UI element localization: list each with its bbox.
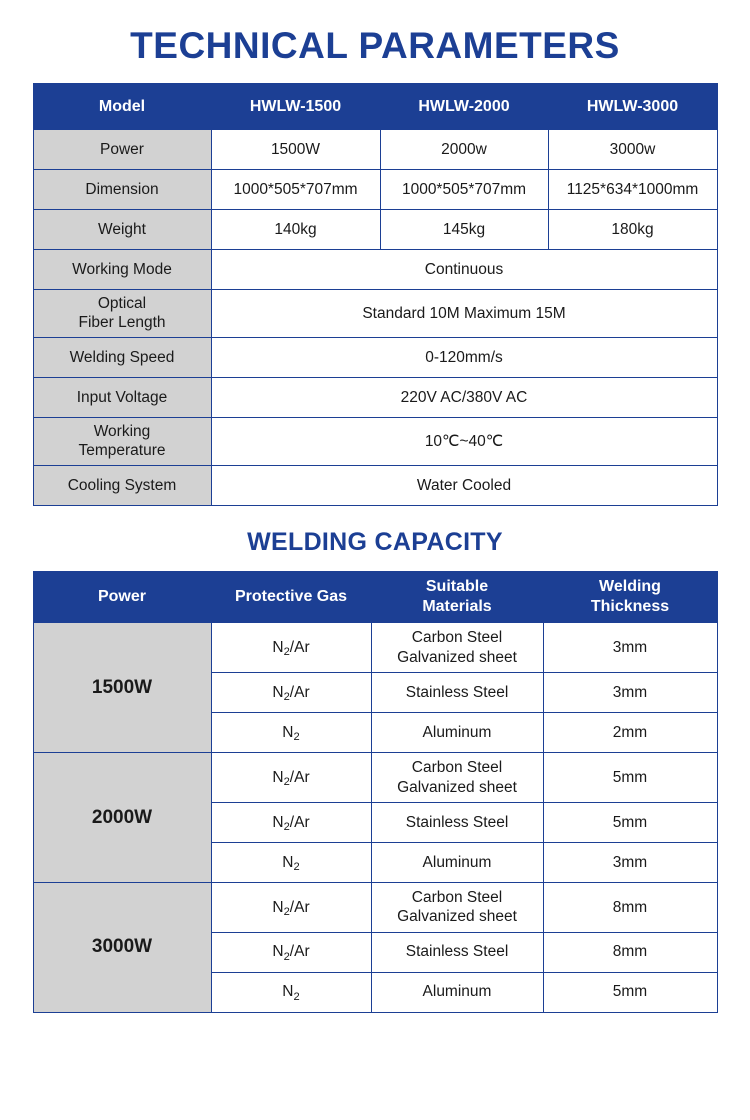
cell-protective-gas — [211, 842, 371, 882]
cell-welding-thickness: 2mm — [543, 713, 717, 753]
material-line1: Carbon Steel — [411, 759, 503, 777]
cell-welding-thickness: 8mm — [543, 882, 717, 932]
cell-dimension-2000: 1000*505*707mm — [380, 170, 548, 210]
gas-rest: /Ar — [289, 898, 310, 916]
row-label-welding-speed: Welding Speed — [33, 338, 211, 378]
cell-protective-gas — [211, 673, 371, 713]
table-row — [33, 210, 717, 250]
column-header-suitable-materials — [371, 572, 543, 623]
cell-dimension-3000: 1125*634*1000mm — [548, 170, 717, 210]
table-header-row — [33, 572, 717, 623]
row-label-line2: Temperature — [78, 441, 166, 459]
column-header-hwlw-2000: HWLW-2000 — [380, 84, 548, 130]
gas-subscript: 2 — [283, 821, 290, 834]
cell-protective-gas — [211, 623, 371, 673]
page-title: TECHNICAL PARAMETERS — [130, 25, 620, 66]
column-header-line2: Materials — [422, 598, 492, 616]
technical-parameters-table — [33, 83, 718, 506]
row-label-input-voltage: Input Voltage — [33, 378, 211, 418]
table-row — [33, 290, 717, 338]
cell-welding-thickness: 5mm — [543, 753, 717, 803]
gas-main: N — [272, 768, 284, 786]
gas-rest: /Ar — [289, 943, 310, 961]
material-line2: Galvanized sheet — [397, 908, 517, 926]
cell-welding-thickness: 3mm — [543, 842, 717, 882]
row-label-optical-fiber-length — [33, 290, 211, 338]
cell-weight-3000: 180kg — [548, 210, 717, 250]
table-header-row — [33, 84, 717, 130]
cell-power-2000: 2000w — [380, 130, 548, 170]
gas-main: N — [272, 898, 284, 916]
column-header-line1: Welding — [599, 578, 661, 596]
cell-weight-1500: 140kg — [211, 210, 380, 250]
cell-suitable-materials: Stainless Steel — [371, 932, 543, 972]
material-line2: Galvanized sheet — [397, 778, 517, 796]
technical-parameters-table-body — [33, 130, 717, 506]
cell-protective-gas — [211, 713, 371, 753]
cell-protective-gas — [211, 932, 371, 972]
row-label-weight: Weight — [33, 210, 211, 250]
gas-main: N — [272, 683, 284, 701]
table-row — [33, 623, 717, 673]
cell-suitable-materials: Aluminum — [371, 972, 543, 1012]
material-line2: Galvanized sheet — [397, 648, 517, 666]
gas-subscript: 2 — [283, 905, 290, 918]
column-header-line1: Suitable — [425, 578, 489, 596]
column-header-hwlw-3000: HWLW-3000 — [548, 84, 717, 130]
cell-working-mode: Continuous — [211, 250, 717, 290]
cell-suitable-materials — [371, 882, 543, 932]
gas-main: N — [282, 983, 294, 1001]
cell-welding-thickness: 3mm — [543, 673, 717, 713]
group-label-3000w: 3000W — [33, 882, 211, 1012]
row-label-line2: Fiber Length — [78, 313, 166, 331]
cell-input-voltage: 220V AC/380V AC — [211, 378, 717, 418]
gas-rest: /Ar — [289, 813, 310, 831]
gas-rest: /Ar — [289, 768, 310, 786]
material-line1: Carbon Steel — [411, 629, 503, 647]
table-row — [33, 418, 717, 466]
cell-suitable-materials: Stainless Steel — [371, 673, 543, 713]
row-label-line1: Working — [93, 423, 151, 441]
cell-suitable-materials: Stainless Steel — [371, 802, 543, 842]
cell-protective-gas — [211, 753, 371, 803]
cell-welding-speed: 0-120mm/s — [211, 338, 717, 378]
table-row — [33, 130, 717, 170]
gas-subscript: 2 — [283, 691, 290, 704]
cell-suitable-materials: Aluminum — [371, 842, 543, 882]
cell-suitable-materials — [371, 753, 543, 803]
column-header-hwlw-1500: HWLW-1500 — [211, 84, 380, 130]
column-header-model: Model — [33, 84, 211, 130]
table-row — [33, 753, 717, 803]
gas-subscript: 2 — [283, 950, 290, 963]
row-label-power: Power — [33, 130, 211, 170]
section-title-welding-capacity: WELDING CAPACITY — [247, 528, 503, 557]
table-row — [33, 466, 717, 506]
cell-welding-thickness: 5mm — [543, 972, 717, 1012]
group-label-1500w: 1500W — [33, 623, 211, 753]
table-row — [33, 338, 717, 378]
row-label-dimension: Dimension — [33, 170, 211, 210]
gas-subscript: 2 — [283, 646, 290, 659]
gas-rest: /Ar — [289, 683, 310, 701]
column-header-power: Power — [33, 572, 211, 623]
gas-main: N — [272, 639, 284, 657]
table-row — [33, 250, 717, 290]
row-label-cooling-system: Cooling System — [33, 466, 211, 506]
row-label-working-temperature — [33, 418, 211, 466]
gas-main: N — [272, 943, 284, 961]
welding-capacity-table-header — [33, 572, 717, 623]
cell-power-1500: 1500W — [211, 130, 380, 170]
gas-subscript: 2 — [293, 861, 300, 874]
gas-subscript: 2 — [293, 990, 300, 1003]
material-line1: Carbon Steel — [411, 888, 503, 906]
cell-cooling-system: Water Cooled — [211, 466, 717, 506]
gas-main: N — [282, 723, 294, 741]
cell-suitable-materials: Aluminum — [371, 713, 543, 753]
gas-main: N — [282, 853, 294, 871]
cell-optical-fiber-length: Standard 10M Maximum 15M — [211, 290, 717, 338]
cell-working-temperature: 10℃~40℃ — [211, 418, 717, 466]
table-row — [33, 170, 717, 210]
welding-capacity-table — [33, 571, 718, 1012]
cell-welding-thickness: 8mm — [543, 932, 717, 972]
technical-parameters-table-header — [33, 84, 717, 130]
cell-power-3000: 3000w — [548, 130, 717, 170]
cell-suitable-materials — [371, 623, 543, 673]
column-header-protective-gas: Protective Gas — [211, 572, 371, 623]
table-row — [33, 378, 717, 418]
cell-weight-2000: 145kg — [380, 210, 548, 250]
gas-main: N — [272, 813, 284, 831]
cell-protective-gas — [211, 972, 371, 1012]
gas-subscript: 2 — [293, 731, 300, 744]
row-label-working-mode: Working Mode — [33, 250, 211, 290]
cell-protective-gas — [211, 802, 371, 842]
gas-rest: /Ar — [289, 639, 310, 657]
cell-welding-thickness: 3mm — [543, 623, 717, 673]
cell-dimension-1500: 1000*505*707mm — [211, 170, 380, 210]
cell-welding-thickness: 5mm — [543, 802, 717, 842]
column-header-welding-thickness — [543, 572, 717, 623]
row-label-line1: Optical — [97, 295, 147, 312]
cell-protective-gas — [211, 882, 371, 932]
welding-capacity-table-body — [33, 623, 717, 1012]
group-label-2000w: 2000W — [33, 753, 211, 883]
table-row — [33, 882, 717, 932]
column-header-line2: Thickness — [590, 598, 670, 616]
gas-subscript: 2 — [283, 776, 290, 789]
